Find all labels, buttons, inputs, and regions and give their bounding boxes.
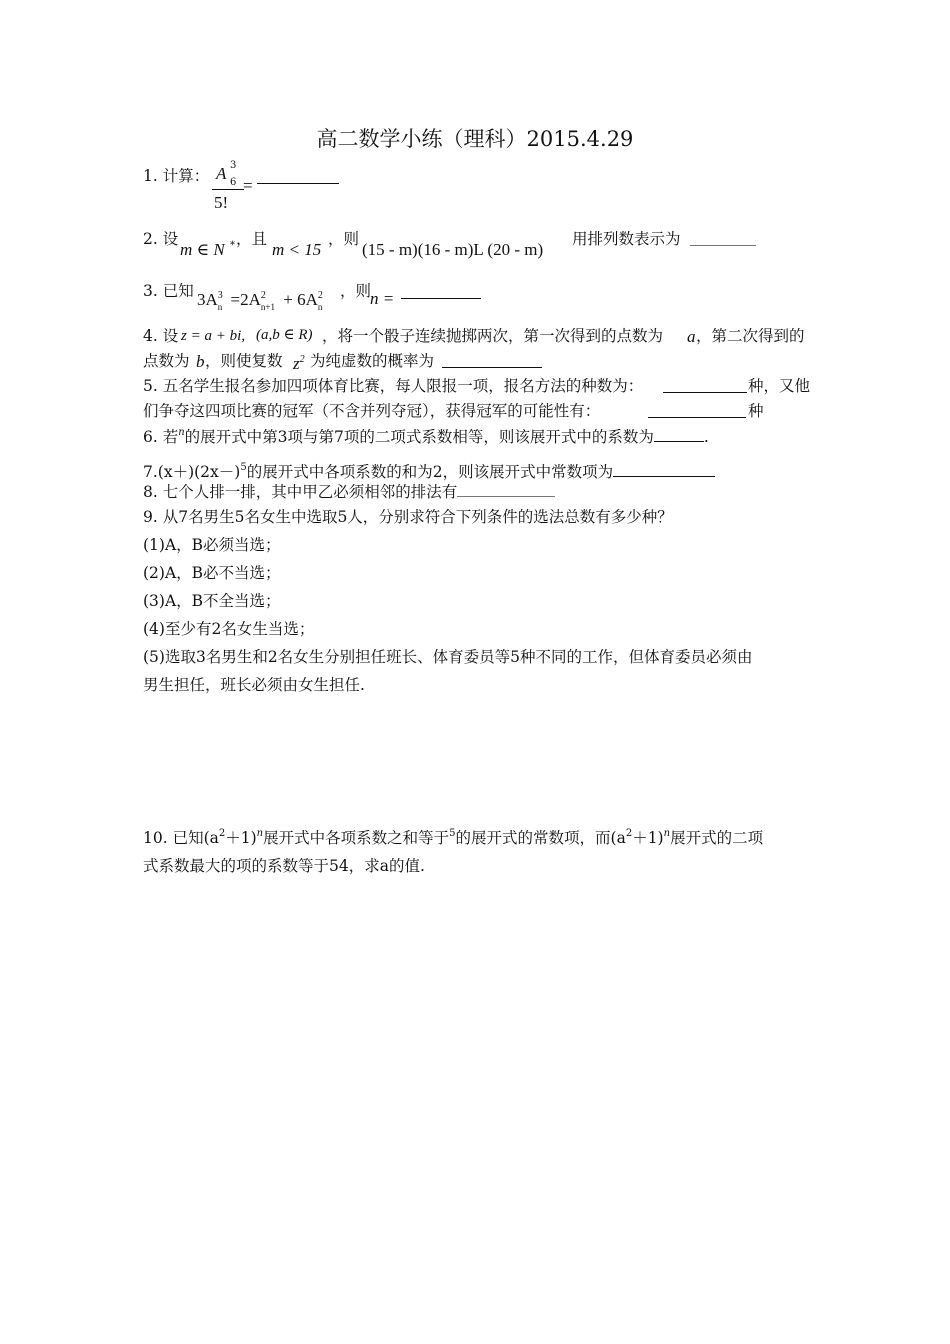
q3-connector: ，则 — [340, 282, 372, 300]
q6-answer-blank — [654, 426, 704, 442]
q4-line2-end: 为纯虚数的概率为 — [310, 352, 435, 370]
q1-superscript: 3 — [230, 160, 237, 171]
q1-denominator: 5! — [214, 193, 229, 212]
q4-line2-mid: ，则使复数 — [205, 352, 283, 370]
q2-connector-1: ，且 — [236, 230, 268, 248]
q4-line1-end: ，第二次得到的 — [696, 327, 805, 345]
question-6: 6. 若$^n$的展开式中第3项与第7项的二项式系数相等，则该展开式中的系数为 . — [143, 427, 709, 446]
question-7: $7.(x+)(2x-)^5$的展开式中各项系数的和为2，则该展开式中常数项为 — [143, 461, 715, 485]
q4-complex-z: z = a + bi, — [181, 328, 245, 344]
q2-answer-blank — [690, 230, 756, 246]
q1-answer-blank — [257, 168, 339, 184]
q4-var-b: b — [196, 352, 205, 371]
q9-part-5-line1: (5)选取3名男生和2名女生分别担任班长、体育委员等5种不同的工作，但体育委员必须由 — [143, 648, 753, 666]
q8-answer-blank — [457, 481, 555, 497]
q3-n-equals: n = — [370, 289, 395, 308]
q9-part-5-line2: 男生担任，班长必须由女生担任. — [143, 676, 365, 694]
question-9-intro: 9. 从7名男生5名女生中选取5人，分别求符合下列条件的选法总数有多少种？ — [143, 508, 673, 526]
q5-line1-end: 种，又他 — [748, 377, 811, 395]
question-8: 8. 七个人排一排，其中甲乙必须相邻的排法有 — [143, 481, 555, 502]
q9-part-3: (3)A，B不全当选； — [143, 592, 281, 610]
q9-part-4: (4)至少有2名女生当选； — [143, 620, 315, 638]
q5-answer-blank-1 — [663, 377, 747, 393]
q5-answer-blank-2 — [648, 402, 746, 418]
q1-permutation-symbol: A — [216, 164, 227, 183]
q7-answer-blank — [613, 461, 715, 477]
q4-z-squared: $z^2$ — [293, 354, 305, 373]
q2-condition-2: m < 15 — [272, 240, 322, 259]
q3-answer-blank — [401, 283, 481, 299]
q2-tail: 用排列数表示为 — [572, 230, 681, 248]
question-3-label: 3. 已知 — [143, 282, 194, 300]
q9-part-1: (1)A，B必须当选； — [143, 536, 281, 554]
q2-star: * — [230, 240, 235, 251]
q1-equals: = — [243, 176, 253, 195]
q3-equation: $3A^3_n =2A^2_{n+1} + 6A^2_n$ — [197, 290, 323, 312]
q2-condition-1: m ∈ N — [180, 240, 225, 259]
question-5-line1: 5. 五名学生报名参加四项体育比赛，每人限报一项，报名方法的种数为： — [143, 377, 644, 395]
question-10-line2: 式系数最大的项的系数等于54，求a的值. — [143, 857, 425, 875]
q2-connector-2: ，则 — [328, 230, 360, 248]
q4-condition: (a,b ∈ R) — [256, 327, 313, 343]
q4-line2-start: 点数为 — [143, 352, 190, 370]
q4-line1-text: ，将一个骰子连续抛掷两次，第一次得到的点数为 — [322, 327, 664, 345]
page-title: 高二数学小练（理科）2015.4.29 — [316, 127, 634, 151]
question-2-label: 2. 设 — [143, 230, 179, 248]
q4-answer-blank — [442, 352, 542, 368]
q5-line2-end: 种 — [748, 402, 764, 420]
question-4-label: 4. 设 — [143, 327, 179, 345]
question-10-line1: 10. 已知$(a^2+1)^n$展开式中各项系数之和等于$^5$的展开式的常数项，而$(a^2+1)^n$展开式的二项 — [143, 828, 764, 847]
q9-part-2: (2)A，B必不当选； — [143, 564, 281, 582]
q1-subscript: 6 — [230, 177, 237, 188]
q2-product-expression: (15 - m)(16 - m)L (20 - m) — [362, 240, 544, 259]
question-5-line2: 们争夺这四项比赛的冠军（不含并列夺冠），获得冠军的可能性有： — [143, 402, 601, 420]
question-1-label: 1. 计算： — [143, 167, 210, 185]
q4-var-a: a — [687, 327, 696, 346]
